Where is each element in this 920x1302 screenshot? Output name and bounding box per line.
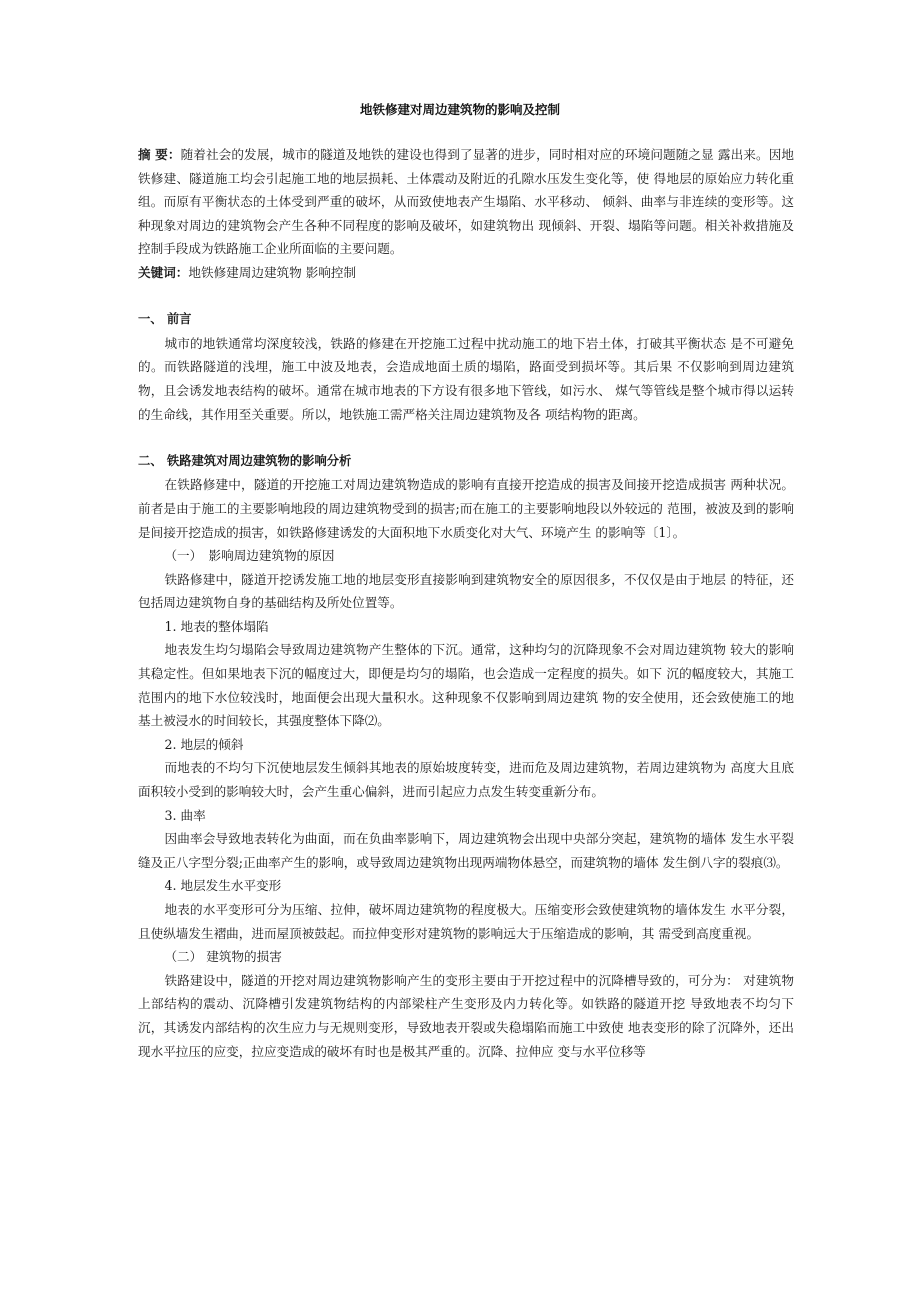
- keywords-line: [138, 261, 794, 285]
- item-heading-subsidence: 1. 地表的整体塌陷: [164, 618, 269, 634]
- spacer: [138, 426, 794, 450]
- item-heading-tilt: 2. 地层的倾斜: [164, 736, 244, 752]
- subsection-causes-paragraph: 铁路修建中，隧道开挖诱发施工地的地层变形直接影响到建筑物安全的原因很多，不仅仅是由于地层 的特征，还包括周边建筑物自身的基础结构及所处位置等。: [138, 571, 794, 611]
- item-horizontal-paragraph: 地表的水平变形可分为压缩、拉伸，破坏周边建筑物的程度极大。压缩变形会致使建筑物的墙体发生 水平分裂，且使纵墙发生褶曲，进而屋顶被鼓起。而拉伸变形对建筑物的影响远大于压缩造成的影响，其 需受到高度重视。: [138, 902, 794, 941]
- keywords-text: 地铁修建周边建筑物 影响控制: [188, 264, 357, 280]
- section-heading-intro: 一、 前言: [138, 312, 192, 327]
- item-curvature-paragraph: 因曲率会导致地表转化为曲面，而在负曲率影响下，周边建筑物会出现中央部分突起，建筑物的墙体 发生水平裂缝及正八字型分裂;正曲率产生的影响，或导致周边建筑物出现两端物体悬空，而建筑物的墙体 发生倒八字的裂痕⑶。: [138, 831, 794, 870]
- subsection-heading-damage: （二） 建筑物的损害: [164, 949, 282, 965]
- subsection-heading-causes: （一） 影响周边建筑物的原因: [164, 548, 335, 564]
- item-heading-horizontal: 4. 地层发生水平变形: [164, 878, 282, 894]
- item-tilt-paragraph: 而地表的不均匀下沉使地层发生倾斜其地表的原始坡度转变，进而危及周边建筑物，若周边建筑物为 高度大且底面积较小受到的影响较大时，会产生重心偏斜，进而引起应力点发生转变重新分布。: [138, 760, 794, 800]
- paper-body: [138, 143, 794, 1063]
- subsection-damage-paragraph: 铁路建设中，隧道的开挖对周边建筑物影响产生的变形主要由于开挖过程中的沉降槽导致的，可分为： 对建筑物上部结构的震动、沉降槽引发建筑物结构的内部梁柱产生变形及内力转化等。如铁路的隧道开挖 导致地表不均匀下沉，其诱发内部结构的次生应力与无规则变形，导致地表开裂或失稳塌陷而施工中致使 地表变形的除了沉降外，还出现水平拉压的应变，拉应变造成的破坏有时也是极其严重的。沉降、拉伸应 变与水平位移等: [138, 972, 794, 1059]
- abstract-label: 摘 要：: [138, 147, 181, 162]
- keywords-label: 关键词：: [138, 264, 189, 280]
- paper-title: 地铁修建对周边建筑物的影响及控制: [359, 102, 560, 117]
- abstract-paragraph: [138, 143, 794, 261]
- item-subsidence-paragraph: 地表发生均匀塌陷会导致周边建筑物产生整体的下沉。通常，这种均匀的沉降现象不会对周边建筑物 较大的影响其稳定性。但如果地表下沉的幅度过大，即便是均匀的塌陷，也会造成一定程度的损失。如下 沉的幅度较大，其施工范围内的地下水位较浅时，地面便会出现大量积水。这种现象不仅影响到周边建筑 物的安全使用，还会致使施工的地基土被浸水的时间较长，其强度整体下降⑵。: [138, 642, 794, 729]
- section-analysis-paragraph: 在铁路修建中，隧道的开挖施工对周边建筑物造成的影响有直接开挖造成的损害及间接开挖造成损害 两种状况。前者是由于施工的主要影响地段的周边建筑物受到的损害;而在施工的主要影响地段以外较远的 范围，被波及到的影响是间接开挖造成的损害，如铁路修建诱发的大面积地下水质变化对大气、环境产生 的影响等〔1〕。: [138, 477, 794, 540]
- abstract-text: 随着社会的发展，城市的隧道及地铁的建设也得到了显著的进步，同时相对应的环境问题随之显 露出来。因地铁修建、隧道施工均会引起施工地的地层损耗、土体震动及附近的孔隙水压发生变化等，使 得地层的原始应力转化重组。而原有平衡状态的土体受到严重的破坏，从而致使地表产生塌陷、水平移动、 倾斜、曲率与非连续的变形等。这种现象对周边的建筑物会产生各种不同程度的影响及破坏，如建筑物出 现倾斜、开裂、塌陷等问题。相关补救措施及控制手段成为铁路施工企业所面临的主要问题。: [138, 147, 794, 257]
- section-heading-analysis: 二、 铁路建筑对周边建筑物的影响分析: [138, 453, 352, 468]
- spacer: [138, 285, 794, 309]
- item-heading-curvature: 3. 曲率: [164, 807, 206, 823]
- section-intro-paragraph: 城市的地铁通常均深度较浅，铁路的修建在开挖施工过程中扰动施工的地下岩土体，打破其平衡状态 是不可避免的。而铁路隧道的浅埋，施工中波及地表，会造成地面土质的塌陷，路面受到损坏等。其后果 不仅影响到周边建筑物，且会诱发地表结构的破坏。通常在城市地表的下方设有很多地下管线，如污水、 煤气等管线是整个城市得以运转的生命线，其作用至关重要。所以，地铁施工需严格关注周边建筑物及各 项结构物的距离。: [138, 335, 794, 422]
